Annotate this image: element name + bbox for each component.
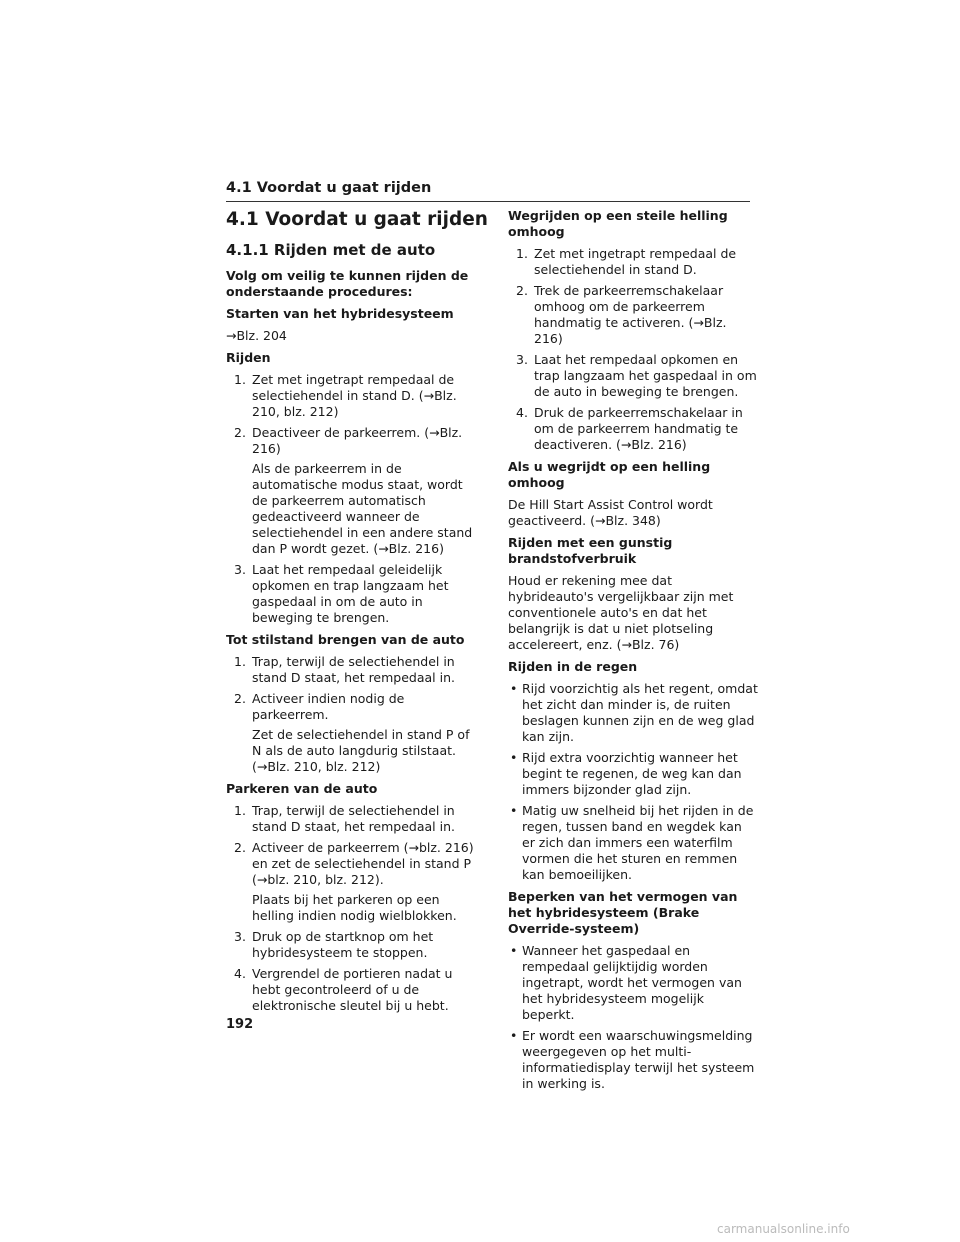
bullet-text: Rijd voorzichtig als het regent, omdat het zicht dan minder is, de ruiten beslagen kunnen zijn en de weg glad kan zijn. xyxy=(522,681,758,744)
rain-list xyxy=(508,681,758,883)
parking-heading: Parkeren van de auto xyxy=(226,781,378,796)
step-note: Zet de selectiehendel in stand P of N als de auto langdurig stilstaat. (→Blz. 210, blz. 212) xyxy=(252,727,470,774)
uphill-heading: Als u wegrijdt op een helling omhoog xyxy=(508,459,711,490)
section-title: 4.1 Voordat u gaat rijden xyxy=(226,209,488,230)
list-item xyxy=(234,803,476,835)
hill-start-steps xyxy=(508,246,758,453)
driving-steps xyxy=(226,372,476,626)
list-item xyxy=(234,562,476,626)
step-text: Trek de parkeerremschakelaar omhoog om de parkeerrem handmatig te activeren. (→Blz. 216) xyxy=(534,283,727,346)
step-text: Zet met ingetrapt rempedaal de selectiehendel in stand D. (→Blz. 210, blz. 212) xyxy=(252,372,457,419)
bullet-icon: • xyxy=(510,681,518,696)
starting-heading: Starten van het hybridesysteem xyxy=(226,306,454,321)
step-number: 2. xyxy=(234,840,246,855)
driving-heading: Rijden xyxy=(226,350,271,365)
running-header: 4.1 Voordat u gaat rijden xyxy=(226,178,750,202)
step-number: 3. xyxy=(234,562,246,577)
list-item xyxy=(508,750,758,798)
list-item xyxy=(508,1028,758,1092)
list-item xyxy=(508,803,758,883)
step-number: 2. xyxy=(516,283,528,298)
step-text: Laat het rempedaal geleidelijk opkomen en trap langzaam het gaspedaal in om de auto in beweging te brengen. xyxy=(252,562,449,625)
step-number: 1. xyxy=(234,372,246,387)
step-number: 3. xyxy=(516,352,528,367)
bullet-text: Er wordt een waarschuwingsmelding weergegeven op het multi-informatiedisplay terwijl het systeem in werking is. xyxy=(522,1028,755,1091)
bullet-text: Rijd extra voorzichtig wanneer het begint te regenen, de weg kan dan immers bijzonder glad zijn. xyxy=(522,750,742,797)
step-number: 2. xyxy=(234,691,246,706)
list-item xyxy=(508,681,758,745)
step-number: 2. xyxy=(234,425,246,440)
step-text: Druk de parkeerremschakelaar in om de parkeerrem handmatig te deactiveren. (→Blz. 216) xyxy=(534,405,743,452)
rain-heading: Rijden in de regen xyxy=(508,659,638,674)
list-item xyxy=(234,372,476,420)
bullet-text: Wanneer het gaspedaal en rempedaal gelijktijdig worden ingetrapt, wordt het vermogen van het hybridesysteem mogelijk beperkt. xyxy=(522,943,742,1022)
intro-text: Volg om veilig te kunnen rijden de onderstaande procedures: xyxy=(226,268,469,299)
step-number: 4. xyxy=(516,405,528,420)
step-text: Zet met ingetrapt rempedaal de selectiehendel in stand D. xyxy=(534,246,737,277)
right-column xyxy=(508,208,758,1098)
stopping-steps xyxy=(226,654,476,775)
bullet-text: Matig uw snelheid bij het rijden in de regen, tussen band en wegdek kan er zich dan immers een waterfilm vormen die het sturen en remmen kan bemoeilijken. xyxy=(522,803,754,882)
uphill-text: De Hill Start Assist Control wordt geactiveerd. (→Blz. 348) xyxy=(508,497,713,528)
list-item xyxy=(234,691,476,775)
step-text: Activeer indien nodig de parkeerrem. xyxy=(252,691,405,722)
override-list xyxy=(508,943,758,1092)
step-number: 1. xyxy=(234,654,246,669)
step-note: Plaats bij het parkeren op een helling indien nodig wielblokken. xyxy=(252,892,457,923)
override-heading: Beperken van het vermogen van het hybridesysteem (Brake Override-systeem) xyxy=(508,889,738,936)
step-text: Laat het rempedaal opkomen en trap langzaam het gaspedaal in om de auto in beweging te brengen. xyxy=(534,352,757,399)
list-item xyxy=(516,352,758,400)
step-text: Deactiveer de parkeerrem. (→Blz. 216) xyxy=(252,425,463,456)
left-column xyxy=(226,208,488,1020)
list-item xyxy=(234,840,476,924)
subsection-title: 4.1.1 Rijden met de auto xyxy=(226,241,436,259)
starting-ref: →Blz. 204 xyxy=(226,328,287,343)
list-item xyxy=(234,966,476,1014)
step-number: 4. xyxy=(234,966,246,981)
step-text: Activeer de parkeerrem (→blz. 216) en zet de selectiehendel in stand P (→blz. 210, blz. 212). xyxy=(252,840,474,887)
hill-start-heading: Wegrijden op een steile helling omhoog xyxy=(508,208,728,239)
watermark: carmanualsonline.info xyxy=(717,1222,850,1236)
list-item xyxy=(516,246,758,278)
step-number: 3. xyxy=(234,929,246,944)
list-item xyxy=(234,654,476,686)
economy-text: Houd er rekening mee dat hybrideauto's vergelijkbaar zijn met conventionele auto's en dat het belangrijk is dat u niet plotseling accelereert, enz. (→Blz. 76) xyxy=(508,573,734,652)
page-number: 192 xyxy=(226,1017,254,1032)
list-item xyxy=(234,425,476,557)
step-number: 1. xyxy=(516,246,528,261)
economy-heading: Rijden met een gunstig brandstofverbruik xyxy=(508,535,673,566)
bullet-icon: • xyxy=(510,803,518,818)
step-text: Druk op de startknop om het hybridesysteem te stoppen. xyxy=(252,929,434,960)
bullet-icon: • xyxy=(510,1028,518,1043)
step-number: 1. xyxy=(234,803,246,818)
bullet-icon: • xyxy=(510,943,518,958)
step-text: Vergrendel de portieren nadat u hebt gecontroleerd of u de elektronische sleutel bij u hebt. xyxy=(252,966,453,1013)
stopping-heading: Tot stilstand brengen van de auto xyxy=(226,632,465,647)
parking-steps xyxy=(226,803,476,1014)
step-text: Trap, terwijl de selectiehendel in stand D staat, het rempedaal in. xyxy=(252,654,455,685)
step-text: Trap, terwijl de selectiehendel in stand D staat, het rempedaal in. xyxy=(252,803,455,834)
list-item xyxy=(234,929,476,961)
list-item xyxy=(516,405,758,453)
list-item xyxy=(516,283,758,347)
list-item xyxy=(508,943,758,1023)
step-note: Als de parkeerrem in de automatische modus staat, wordt de parkeerrem automatisch gedeactiveerd wanneer de selectiehendel in een andere stand dan P wordt gezet. (→Blz. 216) xyxy=(252,461,473,556)
bullet-icon: • xyxy=(510,750,518,765)
